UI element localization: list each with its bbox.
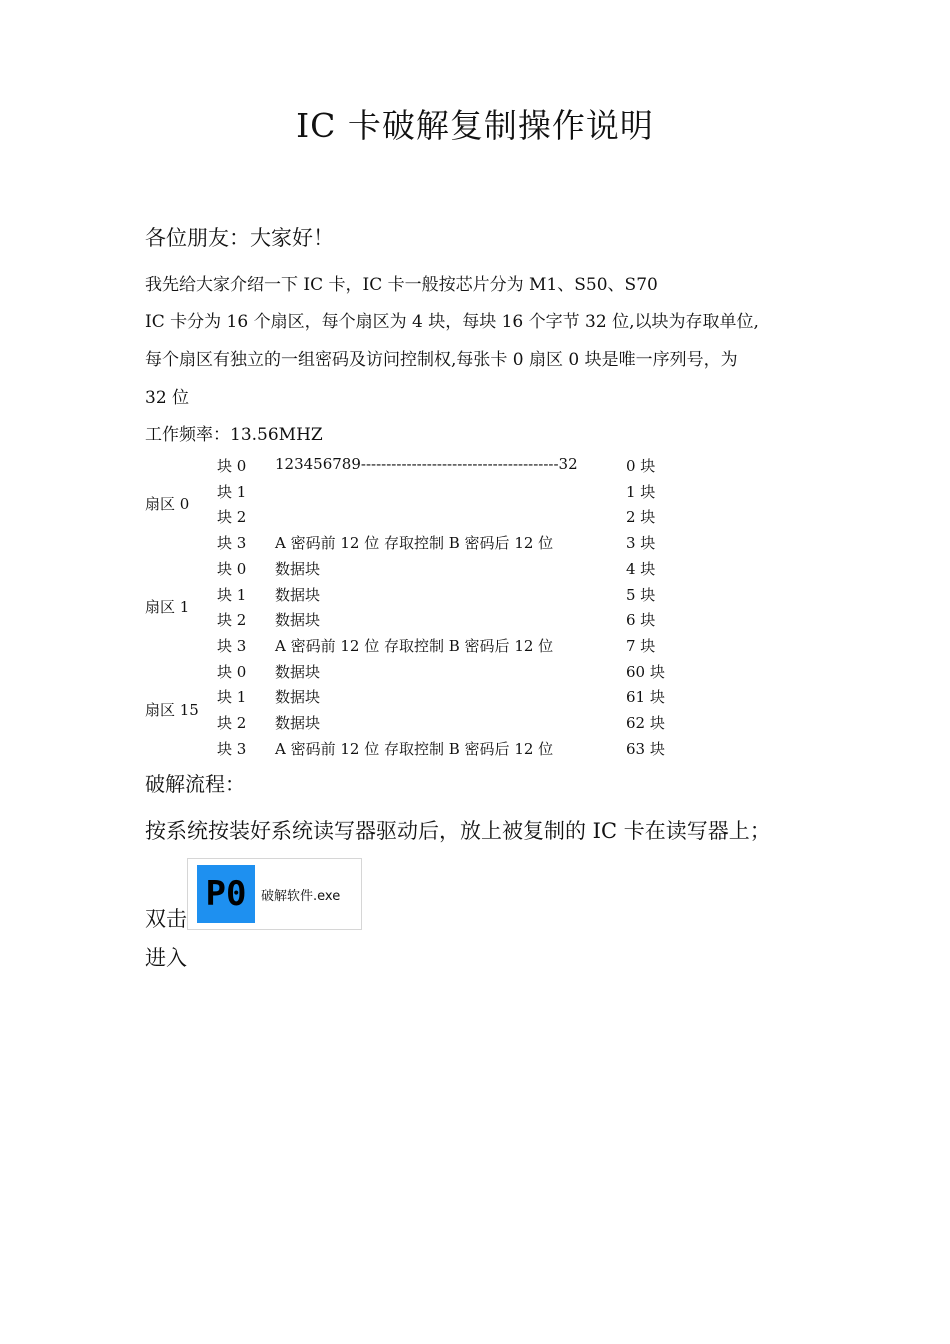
block-cell: 块 0	[217, 662, 247, 681]
intro-line: 每个扇区有独立的一组密码及访问控制权,每张卡 0 扇区 0 块是唯一序列号，为	[145, 350, 738, 370]
block-cell: 块 3	[217, 636, 247, 655]
table-row	[145, 632, 705, 658]
p0-app-icon: P0	[197, 865, 255, 923]
block-cell: 块 3	[217, 534, 247, 553]
document-title: IC 卡破解复制操作说明	[296, 106, 654, 145]
content-cell: 数据块	[275, 688, 321, 707]
table-row	[145, 478, 705, 504]
block-cell: 块 1	[217, 585, 247, 604]
content-cell: A 密码前 12 位 存取控制 B 密码后 12 位	[275, 739, 554, 758]
work-frequency: 工作频率：13.56MHZ	[145, 425, 323, 445]
block-cell: 块 0	[217, 559, 247, 578]
table-row	[145, 683, 705, 709]
table-row	[145, 452, 705, 478]
table-row	[145, 606, 705, 632]
content-cell: 数据块	[275, 714, 321, 732]
block-cell: 块 2	[217, 508, 247, 527]
block-number-cell: 1 块	[626, 482, 656, 501]
content-cell: A 密码前 12 位 存取控制 B 密码后 12 位	[275, 534, 554, 553]
content-cell: 数据块	[275, 611, 321, 630]
table-row	[145, 658, 705, 684]
greeting: 各位朋友：大家好！	[145, 226, 334, 250]
block-number-cell: 63 块	[626, 739, 665, 758]
block-number-cell: 61 块	[626, 688, 665, 707]
block-number-cell: 0 块	[626, 457, 656, 475]
intro-line: IC 卡分为 16 个扇区，每个扇区为 4 块，每块 16 个字节 32 位,以块为存取单位,	[145, 312, 759, 332]
sector-label: 扇区 0	[145, 495, 190, 514]
block-cell: 块 2	[217, 611, 247, 630]
block-number-cell: 60 块	[626, 662, 665, 681]
block-cell: 块 3	[217, 739, 247, 758]
intro-line: 32 位	[145, 388, 190, 408]
block-number-cell: 7 块	[626, 636, 656, 655]
content-cell: 数据块	[275, 585, 321, 604]
enter-label: 进入	[145, 946, 187, 970]
content-cell: 数据块	[275, 662, 321, 681]
content-cell: 123456789---------------------------------------32	[275, 455, 578, 473]
double-click-label: 双击	[145, 907, 187, 931]
file-name: 破解软件.exe	[261, 889, 341, 904]
content-cell: 数据块	[275, 559, 321, 578]
table-row	[145, 529, 705, 555]
block-number-cell: 5 块	[626, 585, 656, 604]
block-number-cell: 62 块	[626, 714, 665, 732]
intro-line: 我先给大家介绍一下 IC 卡，IC 卡一般按芯片分为 M1、S50、S70	[145, 275, 658, 295]
block-cell: 块 1	[217, 482, 247, 501]
table-row	[145, 735, 705, 761]
sector-label: 扇区 1	[145, 598, 190, 617]
block-cell: 块 2	[217, 714, 247, 732]
table-row	[145, 555, 705, 581]
block-cell: 块 0	[217, 457, 247, 475]
table-row	[145, 709, 705, 735]
block-number-cell: 3 块	[626, 534, 656, 553]
table-row	[145, 581, 705, 607]
crack-process-heading: 破解流程：	[145, 772, 245, 796]
table-row	[145, 503, 705, 529]
block-cell: 块 1	[217, 688, 247, 707]
block-number-cell: 6 块	[626, 611, 656, 630]
block-number-cell: 4 块	[626, 559, 656, 578]
crack-software-file[interactable]	[187, 858, 362, 930]
content-cell: A 密码前 12 位 存取控制 B 密码后 12 位	[275, 636, 554, 655]
block-number-cell: 2 块	[626, 508, 656, 527]
step-1-text: 按系统按装好系统读写器驱动后，放上被复制的 IC 卡在读写器上；	[145, 819, 771, 843]
sector-label: 扇区 15	[145, 701, 199, 719]
